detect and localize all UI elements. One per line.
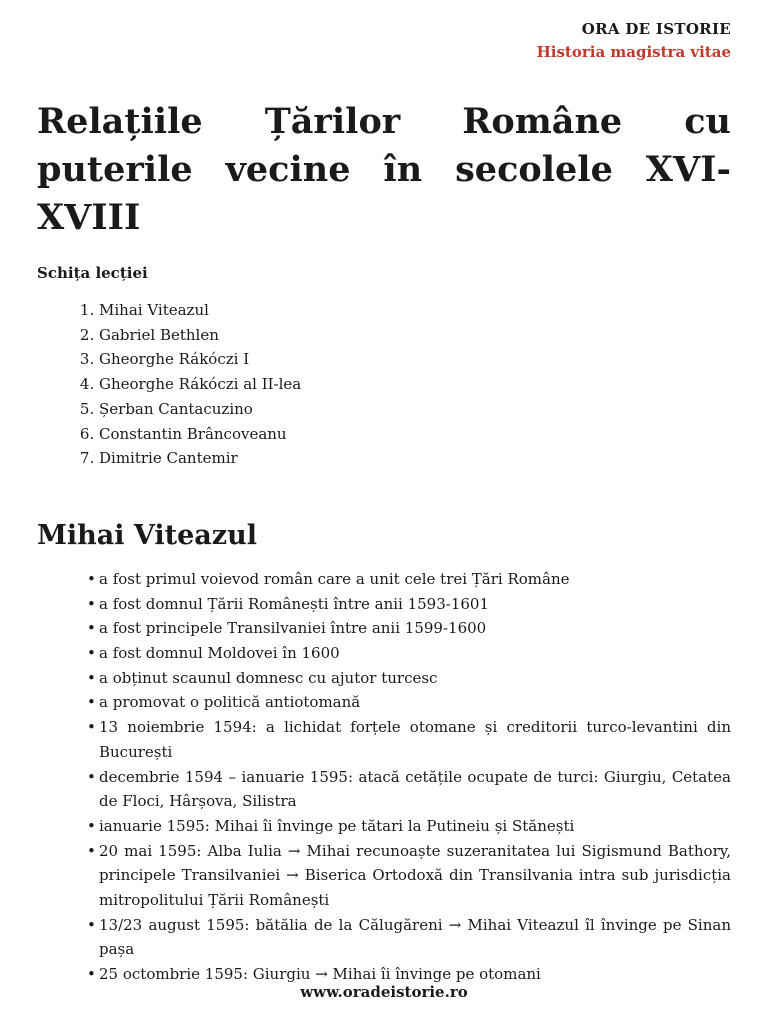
outline-title: Schița lecției (37, 264, 148, 282)
fact-item: • 25 octombrie 1595: Giurgiu → Mihai îi învinge pe otomani (99, 962, 731, 987)
outline-item: 1. Mihai Viteazul (99, 298, 731, 323)
fact-item: • a fost domnul Moldovei în 1600 (99, 641, 731, 666)
fact-item: • a promovat o politică antiotomană (99, 690, 731, 715)
facts-list (37, 567, 731, 987)
outline-item: 7. Dimitrie Cantemir (99, 446, 731, 471)
fact-item: • a obținut scaunul domnesc cu ajutor turcesc (99, 666, 731, 691)
outline-item: 2. Gabriel Bethlen (99, 323, 731, 348)
fact-item: • 13/23 august 1595: bătălia de la Călugăreni → Mihai Viteazul îl învinge pe Sinan pașa (99, 913, 731, 962)
fact-item: • 20 mai 1595: Alba Iulia → Mihai recunoaște suzeranitatea lui Sigismund Bathory, principele Transilvaniei → Biserica Ortodoxă din Transilvania intra sub jurisdicția mitropolitului Țării Românești (99, 839, 731, 913)
fact-item: • decembrie 1594 – ianuarie 1595: atacă cetățile ocupate de turci: Giurgiu, Cetatea de Floci, Hârșova, Silistra (99, 765, 731, 814)
outline-item: 6. Constantin Brâncoveanu (99, 422, 731, 447)
site-header (537, 18, 731, 64)
site-name: ORA DE ISTORIE (581, 20, 731, 38)
site-tagline: Historia magistra vitae (536, 43, 731, 61)
fact-item: • ianuarie 1595: Mihai îi învinge pe tătari la Putineiu și Stănești (99, 814, 731, 839)
outline-item: 5. Șerban Cantacuzino (99, 397, 731, 422)
fact-item: • a fost domnul Țării Românești între anii 1593-1601 (99, 592, 731, 617)
lesson-outline-list (37, 298, 731, 471)
fact-item: • a fost primul voievod român care a unit cele trei Țări Române (99, 567, 731, 592)
section-heading: Mihai Viteazul (37, 519, 258, 551)
fact-item: • 13 noiembrie 1594: a lichidat forțele otomane și creditorii turco-levantini din București (99, 715, 731, 764)
main-content (37, 98, 731, 987)
outline-item: 4. Gheorghe Rákóczi al II-lea (99, 372, 731, 397)
outline-item: 3. Gheorghe Rákóczi I (99, 347, 731, 372)
footer-url: www.oradeistorie.ro (300, 983, 468, 1001)
page-title: Relațiile Țărilor Române cu puterile vecine în secolele XVI-XVIII (37, 101, 731, 238)
fact-item: • a fost principele Transilvaniei între anii 1599-1600 (99, 616, 731, 641)
